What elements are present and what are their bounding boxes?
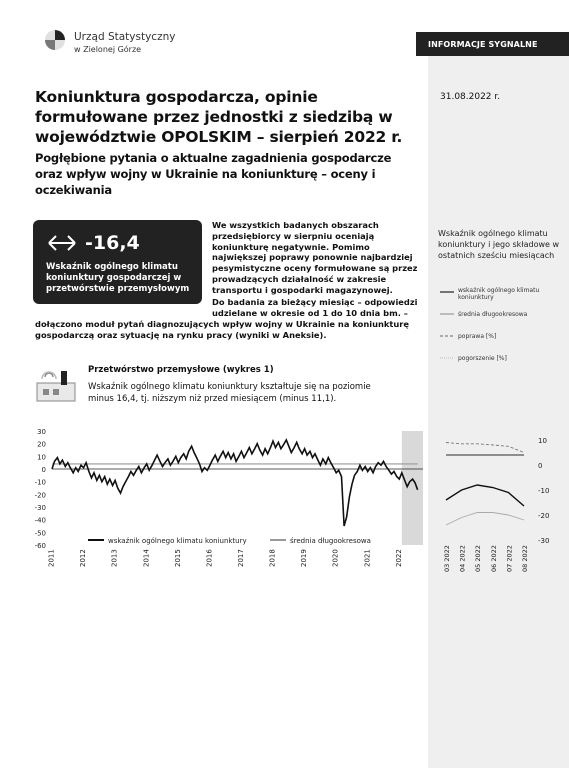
side-x-tick-label: 04 2022 [458,545,467,572]
side-x-tick-label: 05 2022 [474,545,483,572]
body-paragraph-2: Do badania za bieżący miesiąc – odpowiedzi udzielane w okresie od 1 do 10 dnia bm. – [212,297,418,318]
x-tick-label: 2013 [110,549,119,567]
side-y-tick-label: 0 [538,462,543,470]
y-tick-label: -10 [34,478,46,487]
body-paragraph-1: We wszystkich badanych obszarach przedsiębiorcy w sierpniu oceniają koniunkturę negatywnie. Pomimo największej poprawy ponownie najbardziej pesymistyczne oceny formułowane są przez prowadzących działalność w zakresie transportu i gospodarki magazynowej. [212,220,418,295]
side-y-tick-label: -20 [538,512,550,520]
page-subtitle: Pogłębione pytania o aktualne zagadnienia gospodarcze oraz wpływ wojny w Ukrainie na koniunkturę – oceny i oczekiwania [35,151,392,197]
side-y-tick-label: -10 [538,487,550,495]
publication-date: 31.08.2022 r. [440,92,501,102]
x-tick-label: 2018 [268,549,277,567]
x-tick-label: 2019 [300,549,309,567]
sidebar-chart-title: Wskaźnik ogólnego klimatu koniunktury i jego składowe w ostatnich sześciu miesiącach [438,229,560,260]
x-tick-label: 2014 [142,549,151,567]
page-title: Koniunktura gospodarcza, opinie formułowane przez jednostki z siedzibą w województwie OPOLSKIM – sierpień 2022 r. [35,88,403,146]
kpi-value: -16,4 [85,232,140,254]
x-tick-label: 2017 [237,549,246,567]
legend-label-index: wskaźnik ogólnego klimatu koniunktury [458,287,540,301]
y-tick-label: -60 [34,542,46,550]
legend-label-average: średnia długookresowa [290,537,371,545]
x-tick-label: 2021 [363,549,372,567]
side-series-improve [446,443,524,453]
legend-label-worse: pogorszenie [%] [458,355,507,362]
side-series-index [446,485,524,506]
x-tick-label: 2020 [331,549,340,567]
legend-label-mean: średnia długookresowa [458,311,528,318]
body-paragraph-3: dołączono moduł pytań diagnozujących wpływ wojny w Ukrainie na koniunkturę gospodarczą oraz sytuację na rynku pracy (wyniki w Aneksie). [35,319,409,340]
sidebar-panel [428,32,569,768]
legend-label-improve: poprawa [%] [458,333,497,340]
side-series-worse [446,513,524,526]
section-text: Wskaźnik ogólnego klimatu koniunktury kształtuje się na poziomie minus 16,4, tj. niższym niż przed miesiącem (minus 11,1). [88,382,371,404]
sidebar-chart [428,430,569,580]
side-x-tick-label: 07 2022 [505,545,514,572]
series-index-line [52,440,418,526]
side-x-tick-label: 03 2022 [443,545,451,572]
kpi-label: Wskaźnik ogólnego klimatu koniunktury gospodarczej w przetwórstwie przemysłowym [46,262,190,294]
x-tick-label: 2011 [47,549,56,567]
org-name: Urząd Statystyczny [74,31,176,43]
y-tick-label: 30 [37,428,46,436]
x-tick-label: 2016 [205,549,214,567]
x-tick-label: 2015 [173,549,182,567]
kpi-box [33,220,202,304]
arrows-left-right-icon [47,233,77,253]
logo-icon [43,28,67,52]
x-tick-label: 2012 [79,549,88,567]
side-y-tick-label: 10 [538,437,547,445]
main-chart [0,425,430,575]
y-tick-label: 0 [41,466,46,474]
y-tick-label: -50 [34,529,46,538]
y-tick-label: 20 [37,440,46,449]
side-y-tick-label: -30 [538,537,550,545]
y-tick-label: -30 [34,504,46,512]
legend-label-index: wskaźnik ogólnego klimatu koniunktury [108,537,247,545]
y-tick-label: -20 [34,491,46,500]
factory-icon [35,365,77,405]
side-x-tick-label: 06 2022 [489,545,498,572]
chart-highlight-2022 [402,431,423,545]
y-tick-label: 10 [37,453,46,462]
document-type-badge: INFORMACJE SYGNALNE [416,32,569,56]
x-tick-label: 2022 [394,549,403,567]
section-title: Przetwórstwo przemysłowe (wykres 1) [88,365,274,375]
y-tick-label: -40 [34,516,46,525]
org-subname: w Zielonej Górze [74,45,142,54]
side-x-tick-label: 08 2022 [521,545,529,572]
